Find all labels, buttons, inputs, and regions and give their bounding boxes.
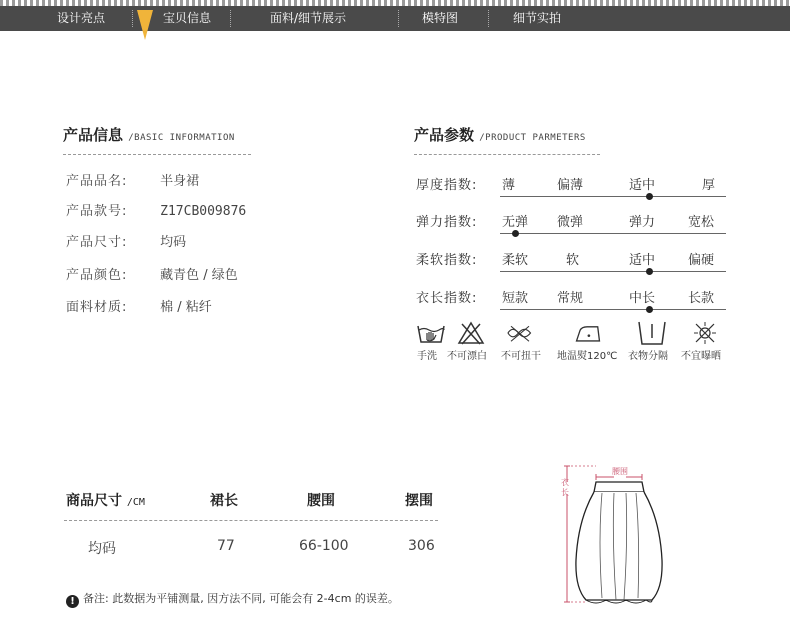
info-label: 产品尺寸: [66, 235, 128, 250]
param-option: 微弹 [557, 215, 584, 230]
hand-wash-icon [416, 320, 446, 346]
param-option: 无弹 [502, 215, 529, 230]
param-option: 薄 [502, 178, 516, 193]
parameters-title-text: 产品参数 [414, 126, 475, 144]
size-unit: /CM [126, 497, 145, 508]
nav-item-fabric-details[interactable]: 面料/细节展示 [270, 11, 347, 25]
care-label: 不宜曝晒 [681, 351, 721, 362]
info-value: 棉 / 粘纤 [160, 300, 212, 315]
info-row-color [66, 264, 238, 283]
param-label: 弹力指数: [416, 215, 478, 230]
waist-label: 腰围 [612, 467, 628, 476]
size-header-skirt-length: 裙长 [210, 493, 238, 509]
size-header-waist: 腰围 [307, 493, 335, 509]
param-label: 衣长指数: [416, 291, 478, 306]
info-value: 半身裙 [160, 174, 200, 189]
param-option: 宽松 [688, 215, 715, 230]
param-level-dot [646, 193, 653, 200]
product-info-title-text: 产品信息 [63, 126, 124, 144]
param-option: 短款 [502, 291, 529, 306]
iron-low-temp-icon [573, 320, 603, 346]
navigation-bar [0, 6, 790, 31]
info-value: 均码 [160, 235, 187, 250]
measurement-note [66, 590, 399, 608]
size-cell: 均码 [88, 541, 116, 557]
care-label: 衣物分隔 [628, 351, 668, 362]
info-row-material [66, 296, 212, 315]
nav-item-product-info[interactable]: 宝贝信息 [163, 11, 212, 25]
separate-wash-icon [637, 320, 667, 346]
param-option: 适中 [629, 253, 656, 268]
info-row-sku [66, 200, 246, 219]
care-label: 手洗 [417, 351, 437, 362]
param-row-elasticity [416, 211, 726, 231]
param-row-length [416, 287, 726, 307]
no-bleach-icon [456, 320, 486, 346]
param-scale-line [500, 233, 726, 234]
size-cell: 77 [217, 538, 235, 554]
param-option: 常规 [557, 291, 584, 306]
param-option: 适中 [629, 178, 656, 193]
info-row-name [66, 170, 199, 189]
product-info-title [63, 124, 235, 145]
info-value: 藏青色 / 绿色 [160, 268, 238, 283]
param-option: 中长 [629, 291, 656, 306]
nav-item-model[interactable]: 模特图 [422, 11, 459, 25]
size-header-text: 商品尺寸 [66, 493, 122, 509]
care-label: 不可扭干 [501, 351, 541, 362]
param-option: 软 [566, 253, 580, 268]
care-label: 不可漂白 [447, 351, 487, 362]
param-row-softness [416, 249, 726, 269]
nav-item-detail-photos[interactable]: 细节实拍 [513, 11, 562, 25]
skirt-waistband [594, 482, 644, 492]
param-level-dot [512, 230, 519, 237]
size-cell: 66-100 [299, 538, 349, 554]
size-cell: 306 [408, 538, 435, 554]
nav-item-highlights[interactable]: 设计亮点 [57, 11, 106, 25]
param-option: 柔软 [502, 253, 529, 268]
param-scale-line [500, 196, 726, 197]
param-label: 柔软指数: [416, 253, 478, 268]
parameters-title [414, 124, 586, 145]
no-wring-icon [505, 320, 535, 346]
no-sun-dry-icon [690, 320, 720, 346]
nav-separator [398, 10, 399, 27]
active-nav-marker-icon [137, 10, 153, 40]
length-label: 衣长 [561, 478, 569, 497]
divider [64, 520, 438, 521]
param-option: 偏硬 [688, 253, 715, 268]
divider [414, 154, 600, 155]
care-label: 地温熨120℃ [557, 351, 618, 362]
param-option: 厚 [702, 178, 716, 193]
param-option: 弹力 [629, 215, 656, 230]
info-label: 产品款号: [66, 204, 128, 219]
param-option: 长款 [688, 291, 715, 306]
param-label: 厚度指数: [416, 178, 478, 193]
nav-separator [488, 10, 489, 27]
skirt-body [576, 492, 662, 600]
param-scale-line [500, 271, 726, 272]
param-row-thickness [416, 174, 726, 194]
parameters-subtitle: /PRODUCT PARMETERS [479, 133, 586, 143]
param-option: 偏薄 [557, 178, 584, 193]
warning-icon: ! [66, 595, 79, 608]
info-row-size [66, 231, 186, 250]
info-label: 面料材质: [66, 300, 128, 315]
info-label: 产品品名: [66, 174, 128, 189]
param-level-dot [646, 306, 653, 313]
param-level-dot [646, 268, 653, 275]
nav-separator [132, 10, 133, 27]
divider [63, 154, 251, 155]
size-header-label [66, 490, 145, 510]
note-text: 备注: 此数据为平铺测量, 因方法不同, 可能会有 2-4cm 的误差。 [83, 592, 399, 605]
param-scale-line [500, 309, 726, 310]
nav-separator [230, 10, 231, 27]
product-info-subtitle: /BASIC INFORMATION [128, 133, 235, 143]
size-header-hem: 摆围 [405, 493, 433, 509]
info-value: Z17CB009876 [160, 204, 247, 219]
info-label: 产品颜色: [66, 268, 128, 283]
